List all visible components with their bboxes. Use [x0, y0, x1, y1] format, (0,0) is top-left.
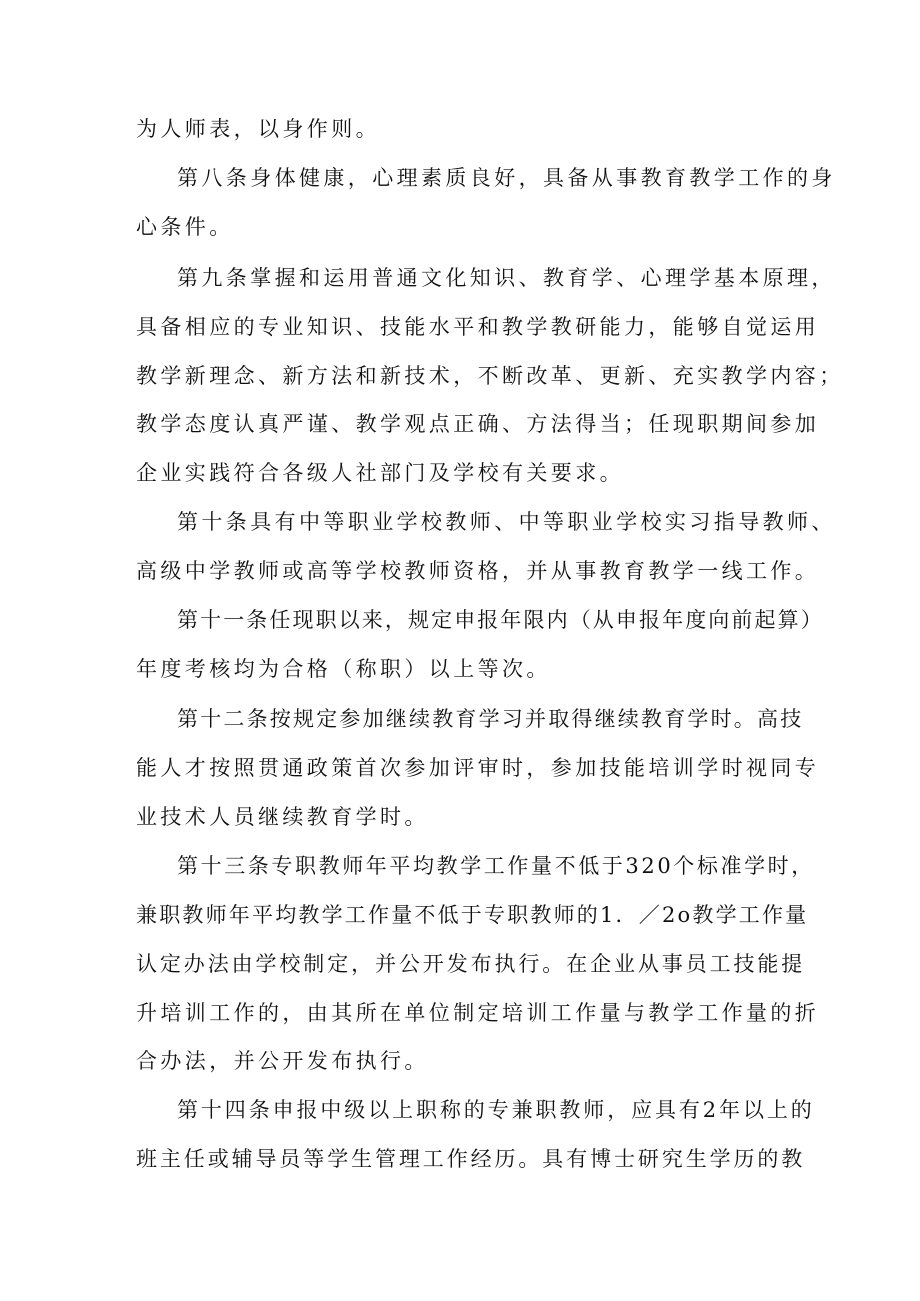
paragraph-article-10: 第十条具有中等职业学校教师、中等职业学校实习指导教师、	[177, 510, 836, 534]
paragraph-article-9: 第九条掌握和运用普通文化知识、教育学、心理学基本原理，	[177, 266, 836, 290]
text-line: 企业实践符合各级人社部门及学校有关要求。	[136, 461, 624, 485]
text-line: 能人才按照贯通政策首次参加评审时，参加技能培训学时视同专	[136, 756, 820, 780]
text-line: 认定办法由学校制定，并公开发布执行。在企业从事员工技能提	[136, 952, 806, 976]
text-line: 班主任或辅导员等学生管理工作经历。具有博士研究生学历的教	[136, 1147, 806, 1171]
text-line: 业技术人员继续教育学时。	[136, 805, 429, 829]
paragraph-article-8: 第八条身体健康，心理素质良好，具备从事教育教学工作的身	[177, 166, 836, 190]
text-line: 兼职教师年平均教学工作量不低于专职教师的1．／2o教学工作量	[136, 903, 809, 927]
text-line: 具备相应的专业知识、技能水平和教学教研能力，能够自觉运用	[136, 315, 820, 339]
paragraph-article-14: 第十四条申报中级以上职称的专兼职教师，应具有2年以上的	[177, 1098, 815, 1122]
text-line: 升培训工作的，由其所在单位制定培训工作量与教学工作量的折	[136, 1001, 820, 1025]
text-line: 教学态度认真严谨、教学观点正确、方法得当；任现职期间参加	[136, 412, 820, 436]
text-line: 教学新理念、新方法和新技术，不断改革、更新、充实教学内容；	[136, 364, 844, 388]
text-line: 为人师表，以身作则。	[136, 117, 380, 141]
paragraph-article-11: 第十一条任现职以来，规定申报年限内（从申报年度向前起算）	[177, 608, 824, 632]
paragraph-article-12: 第十二条按规定参加继续教育学习并取得继续教育学时。高技	[177, 707, 804, 731]
text-line: 年度考核均为合格（称职）以上等次。	[136, 657, 551, 681]
text-line: 高级中学教师或高等学校教师资格，并从事教育教学一线工作。	[136, 559, 820, 583]
paragraph-article-13: 第十三条专职教师年平均教学工作量不低于320个标准学时，	[177, 854, 815, 878]
text-line: 心条件。	[136, 215, 234, 239]
text-line: 合办法，并公开发布执行。	[136, 1049, 429, 1073]
